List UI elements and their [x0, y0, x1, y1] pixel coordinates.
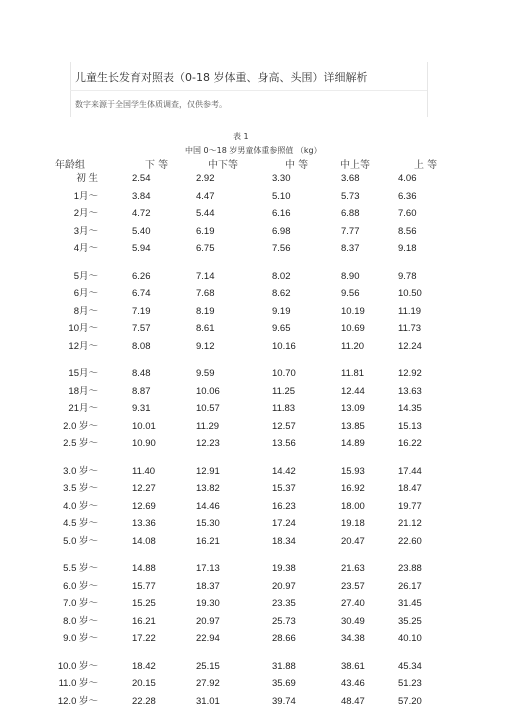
age-group-cell: 4.5 岁～ [63, 518, 98, 529]
weight-value-cell: 8.90 [341, 270, 360, 282]
weight-value-cell: 5.44 [196, 208, 215, 219]
age-group-cell: 6.0 岁～ [63, 580, 98, 592]
weight-value-cell: 26.17 [398, 580, 422, 592]
weight-value-cell: 11.40 [132, 465, 156, 477]
weight-value-cell: 6.75 [196, 243, 215, 254]
weight-value-cell: 6.98 [272, 225, 291, 237]
weight-value-cell: 23.88 [398, 563, 422, 574]
table-row [0, 401, 505, 417]
age-group-cell: 10月～ [68, 323, 98, 334]
weight-value-cell: 12.44 [341, 385, 365, 397]
age-group-cell: 8月～ [73, 305, 98, 317]
weight-value-cell: 15.93 [341, 465, 365, 477]
weight-value-cell: 7.68 [196, 288, 215, 299]
weight-value-cell: 40.10 [398, 633, 422, 644]
weight-value-cell: 22.28 [132, 695, 156, 707]
weight-value-cell: 7.77 [341, 225, 360, 237]
weight-value-cell: 10.50 [398, 288, 422, 299]
weight-value-cell: 14.42 [272, 465, 296, 477]
table-row [0, 286, 505, 302]
table-row [0, 614, 505, 630]
weight-value-cell: 9.18 [398, 243, 417, 254]
table-row [0, 339, 505, 355]
table-row [0, 561, 505, 577]
weight-value-cell: 11.19 [398, 305, 422, 317]
weight-value-cell: 18.34 [272, 535, 296, 547]
weight-value-cell: 10.16 [272, 340, 296, 352]
table-row [0, 206, 505, 222]
weight-value-cell: 14.08 [132, 535, 156, 547]
age-group-cell: 11.0 岁～ [58, 678, 98, 689]
age-group-cell: 4.0 岁～ [63, 500, 98, 512]
table-row [0, 464, 505, 480]
weight-value-cell: 14.35 [398, 403, 422, 414]
weight-value-cell: 3.84 [132, 190, 151, 202]
age-group-cell: 5.5 岁～ [63, 563, 98, 574]
weight-value-cell: 35.69 [272, 678, 296, 689]
weight-value-cell: 16.23 [272, 500, 296, 512]
age-group-cell: 2.5 岁～ [63, 438, 98, 449]
weight-value-cell: 12.92 [398, 368, 422, 379]
table-row [0, 241, 505, 257]
weight-value-cell: 31.88 [272, 660, 296, 672]
header-low: 下 等 [145, 160, 169, 171]
header-age-group: 年龄组 [55, 160, 85, 171]
weight-value-cell: 18.47 [398, 483, 422, 494]
weight-value-cell: 8.61 [196, 323, 215, 334]
weight-value-cell: 4.72 [132, 208, 151, 219]
weight-value-cell: 15.25 [132, 598, 156, 609]
table-row [0, 694, 505, 710]
age-group-cell: 5月～ [73, 270, 98, 282]
weight-value-cell: 5.94 [132, 243, 151, 254]
weight-value-cell: 31.45 [398, 598, 422, 609]
weight-value-cell: 12.57 [272, 420, 296, 432]
weight-value-cell: 25.73 [272, 615, 296, 627]
weight-value-cell: 8.48 [132, 368, 151, 379]
weight-value-cell: 3.30 [272, 173, 291, 184]
weight-value-cell: 19.18 [341, 518, 365, 529]
weight-value-cell: 13.85 [341, 420, 365, 432]
weight-value-cell: 23.57 [341, 580, 365, 592]
weight-value-cell: 23.35 [272, 598, 296, 609]
weight-value-cell: 2.54 [132, 173, 151, 184]
weight-value-cell: 8.87 [132, 385, 151, 397]
table-row [0, 269, 505, 285]
weight-value-cell: 51.23 [398, 678, 422, 689]
weight-value-cell: 18.42 [132, 660, 156, 672]
weight-value-cell: 8.62 [272, 288, 291, 299]
weight-value-cell: 27.40 [341, 598, 365, 609]
weight-value-cell: 5.73 [341, 190, 360, 202]
weight-value-cell: 14.46 [196, 500, 220, 512]
table-row [0, 659, 505, 675]
weight-value-cell: 20.15 [132, 678, 156, 689]
weight-value-cell: 31.01 [196, 695, 220, 707]
table-row [0, 436, 505, 452]
age-group-cell: 12.0 岁～ [57, 695, 98, 707]
weight-value-cell: 6.19 [196, 225, 215, 237]
weight-value-cell: 4.06 [398, 173, 417, 184]
header-high: 上 等 [414, 160, 438, 171]
weight-value-cell: 16.22 [398, 438, 422, 449]
weight-value-cell: 8.19 [196, 305, 215, 317]
weight-value-cell: 4.47 [196, 190, 215, 202]
table-row [0, 516, 505, 532]
table-caption: 中国 0～18 岁男童体重参照值 （kg） [185, 146, 322, 155]
weight-value-cell: 8.08 [132, 340, 151, 352]
weight-value-cell: 9.65 [272, 323, 291, 334]
table-row [0, 171, 505, 187]
age-group-cell: 3.0 岁～ [63, 465, 98, 477]
weight-value-cell: 20.97 [196, 615, 220, 627]
weight-value-cell: 11.29 [196, 420, 220, 432]
age-group-cell: 10.0 岁～ [57, 660, 98, 672]
age-group-cell: 2.0 岁～ [63, 420, 98, 432]
weight-value-cell: 3.68 [341, 173, 360, 184]
header-lower-middle: 中下等 [208, 160, 238, 171]
table-row [0, 304, 505, 320]
age-group-cell: 9.0 岁～ [63, 633, 98, 644]
header-rule [70, 90, 427, 91]
weight-value-cell: 17.13 [196, 563, 220, 574]
weight-value-cell: 10.01 [132, 420, 156, 432]
weight-value-cell: 38.61 [341, 660, 365, 672]
weight-value-cell: 15.13 [398, 420, 422, 432]
weight-value-cell: 19.77 [398, 500, 422, 512]
weight-value-cell: 8.56 [398, 225, 417, 237]
table-row [0, 499, 505, 515]
weight-value-cell: 7.14 [196, 270, 215, 282]
weight-value-cell: 10.06 [196, 385, 220, 397]
weight-value-cell: 13.09 [341, 403, 365, 414]
weight-value-cell: 16.21 [196, 535, 220, 547]
age-group-cell: 初 生 [76, 173, 98, 184]
weight-value-cell: 12.23 [196, 438, 220, 449]
age-group-cell: 8.0 岁～ [63, 615, 98, 627]
weight-value-cell: 22.60 [398, 535, 422, 547]
weight-value-cell: 21.12 [398, 518, 422, 529]
weight-value-cell: 17.44 [398, 465, 422, 477]
weight-value-cell: 11.83 [272, 403, 296, 414]
table-row [0, 366, 505, 382]
data-source-note: 数字来源于全国学生体质调查，仅供参考。 [75, 100, 227, 109]
table-row [0, 596, 505, 612]
table-row [0, 631, 505, 647]
weight-value-cell: 9.78 [398, 270, 417, 282]
weight-value-cell: 6.88 [341, 208, 360, 219]
weight-value-cell: 10.90 [132, 438, 156, 449]
weight-value-cell: 48.47 [341, 695, 365, 707]
table-row [0, 224, 505, 240]
weight-value-cell: 13.82 [196, 483, 220, 494]
weight-value-cell: 22.94 [196, 633, 220, 644]
weight-value-cell: 10.19 [341, 305, 365, 317]
weight-value-cell: 21.63 [341, 563, 365, 574]
weight-value-cell: 13.63 [398, 385, 422, 397]
table-row [0, 384, 505, 400]
weight-value-cell: 25.15 [196, 660, 220, 672]
weight-value-cell: 20.47 [341, 535, 365, 547]
weight-value-cell: 10.70 [272, 368, 296, 379]
weight-value-cell: 11.81 [341, 368, 365, 379]
weight-value-cell: 17.22 [132, 633, 156, 644]
weight-value-cell: 18.00 [341, 500, 365, 512]
weight-value-cell: 12.91 [196, 465, 220, 477]
weight-value-cell: 9.12 [196, 340, 215, 352]
table-row [0, 189, 505, 205]
weight-value-cell: 7.60 [398, 208, 417, 219]
weight-value-cell: 11.25 [272, 385, 296, 397]
weight-value-cell: 43.46 [341, 678, 365, 689]
weight-value-cell: 16.92 [341, 483, 365, 494]
age-group-cell: 1月～ [73, 190, 98, 202]
weight-value-cell: 14.88 [132, 563, 156, 574]
weight-value-cell: 7.57 [132, 323, 151, 334]
weight-value-cell: 39.74 [272, 695, 296, 707]
age-group-cell: 15月～ [68, 368, 98, 379]
weight-value-cell: 12.24 [398, 340, 422, 352]
table-row [0, 481, 505, 497]
weight-value-cell: 11.73 [398, 323, 422, 334]
weight-value-cell: 5.10 [272, 190, 291, 202]
weight-value-cell: 15.30 [196, 518, 220, 529]
weight-value-cell: 8.02 [272, 270, 291, 282]
age-group-cell: 3月～ [73, 225, 98, 237]
age-group-cell: 2月～ [73, 208, 98, 219]
weight-value-cell: 30.49 [341, 615, 365, 627]
header-upper-middle: 中上等 [340, 160, 370, 171]
header-middle: 中 等 [285, 160, 309, 171]
weight-value-cell: 5.40 [132, 225, 151, 237]
table-row [0, 534, 505, 550]
weight-value-cell: 9.59 [196, 368, 215, 379]
age-group-cell: 3.5 岁～ [63, 483, 98, 494]
age-group-cell: 4月～ [73, 243, 98, 254]
weight-value-cell: 19.38 [272, 563, 296, 574]
weight-value-cell: 19.30 [196, 598, 220, 609]
age-group-cell: 6月～ [73, 288, 98, 299]
weight-value-cell: 17.24 [272, 518, 296, 529]
weight-value-cell: 13.56 [272, 438, 296, 449]
weight-value-cell: 2.92 [196, 173, 215, 184]
age-group-cell: 18月～ [68, 385, 98, 397]
age-group-cell: 21月～ [68, 403, 98, 414]
weight-value-cell: 45.34 [398, 660, 422, 672]
table-label: 表 1 [233, 132, 249, 141]
document-title: 儿童生长发育对照表（0-18 岁体重、身高、头围）详细解析 [75, 71, 368, 84]
right-rule [427, 62, 428, 117]
weight-value-cell: 14.89 [341, 438, 365, 449]
weight-value-cell: 12.27 [132, 483, 156, 494]
weight-value-cell: 7.19 [132, 305, 151, 317]
weight-value-cell: 16.21 [132, 615, 156, 627]
weight-value-cell: 57.20 [398, 695, 422, 707]
weight-value-cell: 11.20 [341, 340, 365, 352]
weight-value-cell: 6.16 [272, 208, 291, 219]
weight-value-cell: 13.36 [132, 518, 156, 529]
weight-value-cell: 6.36 [398, 190, 417, 202]
weight-value-cell: 7.56 [272, 243, 291, 254]
table-row [0, 321, 505, 337]
weight-value-cell: 12.69 [132, 500, 156, 512]
weight-value-cell: 9.56 [341, 288, 360, 299]
weight-value-cell: 34.38 [341, 633, 365, 644]
weight-value-cell: 20.97 [272, 580, 296, 592]
weight-value-cell: 8.37 [341, 243, 360, 254]
weight-value-cell: 10.69 [341, 323, 365, 334]
age-group-cell: 5.0 岁～ [63, 535, 98, 547]
weight-value-cell: 10.57 [196, 403, 220, 414]
weight-value-cell: 18.37 [196, 580, 220, 592]
weight-value-cell: 15.37 [272, 483, 296, 494]
weight-value-cell: 35.25 [398, 615, 422, 627]
weight-value-cell: 9.31 [132, 403, 151, 414]
weight-value-cell: 15.77 [132, 580, 156, 592]
weight-value-cell: 27.92 [196, 678, 220, 689]
weight-value-cell: 6.74 [132, 288, 151, 299]
weight-value-cell: 9.19 [272, 305, 291, 317]
weight-value-cell: 6.26 [132, 270, 151, 282]
age-group-cell: 12月～ [68, 340, 98, 352]
table-row [0, 419, 505, 435]
weight-value-cell: 28.66 [272, 633, 296, 644]
table-row [0, 579, 505, 595]
table-row [0, 676, 505, 692]
age-group-cell: 7.0 岁～ [63, 598, 98, 609]
